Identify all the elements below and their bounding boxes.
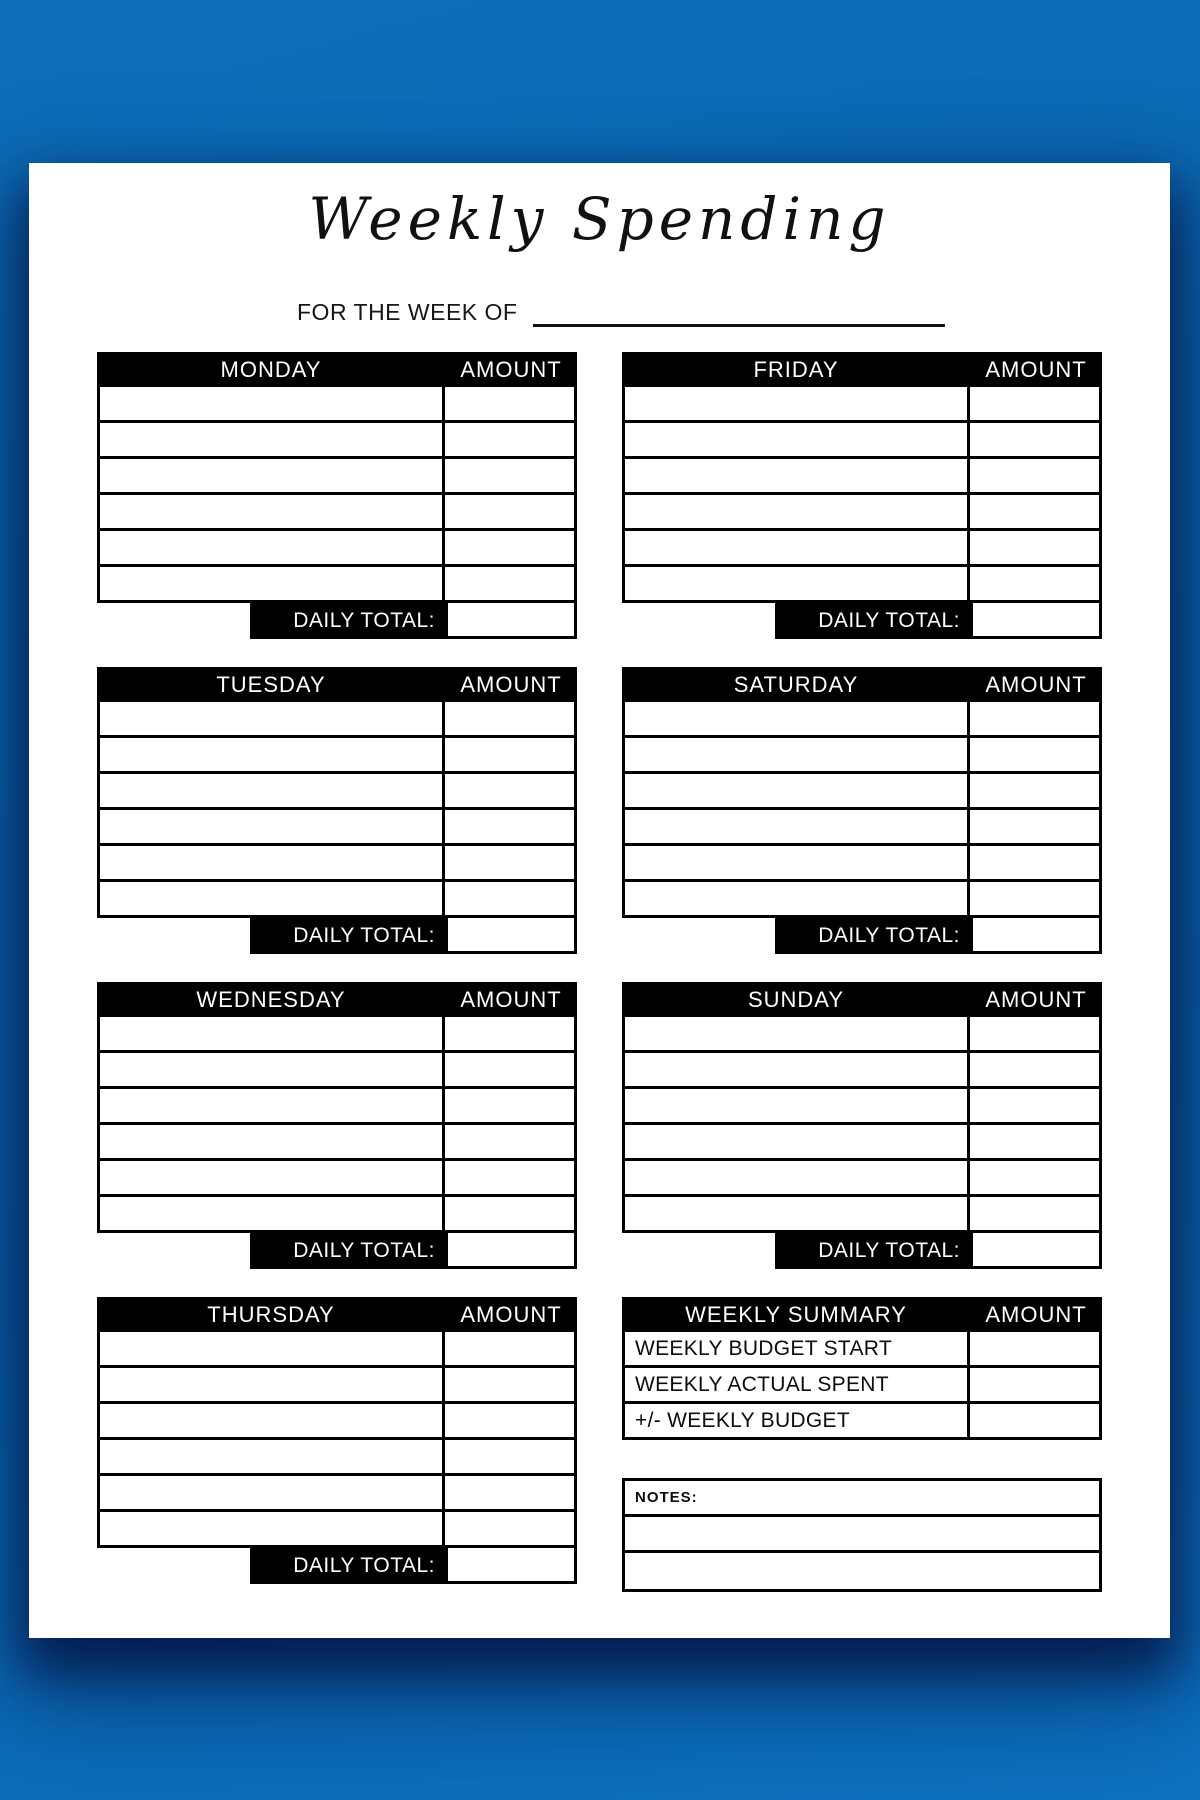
expense-row (625, 738, 1099, 774)
expense-description-cell (625, 423, 970, 456)
expense-row (100, 882, 574, 918)
daily-total-amount-cell (970, 918, 1102, 954)
daily-total-label: DAILY TOTAL: (250, 1233, 445, 1269)
daily-total-row (622, 1233, 1102, 1269)
expense-amount-cell (970, 882, 1099, 915)
amount-column-header: AMOUNT (460, 671, 562, 697)
expense-row (100, 846, 574, 882)
expense-amount-cell (970, 702, 1099, 735)
day-table-monday (97, 352, 577, 639)
summary-row-label: +/- WEEKLY BUDGET (625, 1404, 970, 1437)
expense-description-cell (625, 531, 970, 564)
summary-row (625, 1404, 1099, 1440)
expense-amount-cell (970, 423, 1099, 456)
expense-row (625, 882, 1099, 918)
expense-amount-cell (445, 774, 574, 807)
notes-table (622, 1478, 1102, 1592)
day-table-body (97, 702, 577, 918)
expense-description-cell (625, 495, 970, 528)
expense-row (100, 810, 574, 846)
week-of-blank-line (533, 295, 945, 327)
expense-row (625, 531, 1099, 567)
expense-row (625, 810, 1099, 846)
expense-description-cell (100, 567, 445, 600)
daily-total-amount-cell (445, 603, 577, 639)
daily-total-amount-cell (970, 1233, 1102, 1269)
expense-description-cell (625, 810, 970, 843)
expense-row (100, 495, 574, 531)
weekly-summary-title: WEEKLY SUMMARY (685, 1301, 907, 1327)
amount-column-header: AMOUNT (985, 1301, 1087, 1327)
expense-amount-cell (445, 1404, 574, 1437)
notes-label: NOTES: (635, 1489, 698, 1506)
expense-description-cell (100, 1197, 445, 1230)
day-table-header (622, 667, 1102, 702)
expense-amount-cell (445, 1476, 574, 1509)
daily-total-row (97, 918, 577, 954)
notes-header-row (625, 1481, 1099, 1517)
expense-row (100, 702, 574, 738)
expense-row (100, 1368, 574, 1404)
expense-amount-cell (445, 387, 574, 420)
expense-row (100, 459, 574, 495)
day-table-header (97, 667, 577, 702)
amount-column-header: AMOUNT (460, 356, 562, 382)
daily-total-amount-cell (445, 1233, 577, 1269)
day-name-header: MONDAY (220, 356, 322, 382)
expense-amount-cell (970, 459, 1099, 492)
expense-row (100, 1125, 574, 1161)
expense-description-cell (100, 495, 445, 528)
expense-row (100, 1404, 574, 1440)
expense-row (100, 1197, 574, 1233)
expense-amount-cell (970, 1053, 1099, 1086)
expense-row (625, 1161, 1099, 1197)
day-table-header (97, 352, 577, 387)
expense-amount-cell (970, 1197, 1099, 1230)
day-table-body (622, 1017, 1102, 1233)
expense-amount-cell (970, 531, 1099, 564)
expense-description-cell (625, 1197, 970, 1230)
expense-row (100, 1017, 574, 1053)
expense-description-cell (625, 1089, 970, 1122)
day-table-friday (622, 352, 1102, 639)
expense-description-cell (100, 1512, 445, 1545)
expense-description-cell (100, 810, 445, 843)
amount-column-header: AMOUNT (460, 1301, 562, 1327)
summary-row-label: WEEKLY BUDGET START (625, 1332, 970, 1365)
day-table-body (97, 1017, 577, 1233)
expense-description-cell (100, 846, 445, 879)
expense-amount-cell (445, 1089, 574, 1122)
day-table-wednesday (97, 982, 577, 1269)
expense-description-cell (100, 882, 445, 915)
expense-description-cell (100, 1125, 445, 1158)
daily-total-amount-cell (970, 603, 1102, 639)
day-table-sunday (622, 982, 1102, 1269)
day-name-header: SUNDAY (747, 986, 845, 1012)
expense-row (625, 1089, 1099, 1125)
expense-row (625, 702, 1099, 738)
expense-amount-cell (445, 1512, 574, 1545)
expense-amount-cell (970, 738, 1099, 771)
expense-amount-cell (970, 567, 1099, 600)
day-table-header (97, 982, 577, 1017)
day-table-body (622, 387, 1102, 603)
expense-amount-cell (445, 1368, 574, 1401)
day-name-header: THURSDAY (207, 1301, 335, 1327)
planner-sheet (29, 163, 1170, 1638)
expense-description-cell (100, 459, 445, 492)
expense-description-cell (100, 738, 445, 771)
expense-row (100, 567, 574, 603)
week-of-row (297, 291, 945, 327)
day-table-saturday (622, 667, 1102, 954)
day-name-header: TUESDAY (216, 671, 326, 697)
expense-amount-cell (445, 531, 574, 564)
expense-description-cell (100, 1017, 445, 1050)
expense-row (625, 1125, 1099, 1161)
expense-amount-cell (445, 567, 574, 600)
amount-column-header: AMOUNT (460, 986, 562, 1012)
daily-total-label: DAILY TOTAL: (250, 603, 445, 639)
summary-amount-cell (970, 1404, 1099, 1437)
daily-total-amount-cell (445, 918, 577, 954)
expense-description-cell (100, 1332, 445, 1365)
expense-description-cell (625, 882, 970, 915)
expense-description-cell (625, 1053, 970, 1086)
daily-total-label: DAILY TOTAL: (775, 918, 970, 954)
expense-row (625, 1053, 1099, 1089)
expense-amount-cell (445, 810, 574, 843)
daily-total-label: DAILY TOTAL: (775, 1233, 970, 1269)
page-title: Weekly Spending (308, 185, 891, 253)
expense-description-cell (100, 1404, 445, 1437)
expense-description-cell (100, 774, 445, 807)
expense-row (100, 1332, 574, 1368)
expense-amount-cell (445, 1440, 574, 1473)
expense-amount-cell (970, 495, 1099, 528)
expense-amount-cell (445, 1332, 574, 1365)
expense-description-cell (100, 1368, 445, 1401)
expense-description-cell (625, 387, 970, 420)
expense-amount-cell (445, 882, 574, 915)
expense-row (100, 1053, 574, 1089)
expense-description-cell (625, 702, 970, 735)
day-table-thursday (97, 1297, 577, 1584)
day-table-body (97, 387, 577, 603)
daily-total-row (97, 603, 577, 639)
day-table-body (622, 702, 1102, 918)
expense-description-cell (625, 774, 970, 807)
daily-total-label: DAILY TOTAL: (775, 603, 970, 639)
expense-amount-cell (970, 1089, 1099, 1122)
weekly-summary-body (622, 1332, 1102, 1440)
expense-row (625, 387, 1099, 423)
summary-amount-cell (970, 1368, 1099, 1401)
expense-row (625, 1197, 1099, 1233)
expense-amount-cell (445, 1017, 574, 1050)
daily-total-label: DAILY TOTAL: (250, 1548, 445, 1584)
day-table-header (622, 352, 1102, 387)
notes-blank-row (625, 1553, 1099, 1589)
amount-column-header: AMOUNT (985, 671, 1087, 697)
expense-description-cell (100, 1440, 445, 1473)
day-name-header: WEDNESDAY (196, 986, 346, 1012)
daily-total-row (622, 918, 1102, 954)
amount-column-header: AMOUNT (985, 986, 1087, 1012)
expense-description-cell (625, 459, 970, 492)
expense-amount-cell (970, 774, 1099, 807)
expense-amount-cell (445, 1197, 574, 1230)
day-name-header: SATURDAY (733, 671, 859, 697)
expense-amount-cell (970, 387, 1099, 420)
expense-row (100, 1089, 574, 1125)
expense-description-cell (625, 1125, 970, 1158)
expense-amount-cell (970, 810, 1099, 843)
notes-blank-row (625, 1517, 1099, 1553)
expense-description-cell (100, 1476, 445, 1509)
expense-row (625, 774, 1099, 810)
expense-amount-cell (445, 1125, 574, 1158)
expense-description-cell (100, 1089, 445, 1122)
expense-description-cell (625, 846, 970, 879)
expense-row (625, 423, 1099, 459)
daily-total-amount-cell (445, 1548, 577, 1584)
expense-row (625, 459, 1099, 495)
summary-row (625, 1332, 1099, 1368)
expense-row (625, 567, 1099, 603)
weekly-summary-table (622, 1297, 1102, 1440)
expense-row (625, 846, 1099, 882)
amount-column-header: AMOUNT (985, 356, 1087, 382)
expense-amount-cell (445, 702, 574, 735)
expense-amount-cell (445, 846, 574, 879)
summary-amount-cell (970, 1332, 1099, 1365)
expense-row (100, 423, 574, 459)
daily-total-row (97, 1548, 577, 1584)
day-table-body (97, 1332, 577, 1548)
day-table-tuesday (97, 667, 577, 954)
expense-amount-cell (445, 1053, 574, 1086)
expense-row (100, 738, 574, 774)
expense-amount-cell (970, 1017, 1099, 1050)
daily-total-label: DAILY TOTAL: (250, 918, 445, 954)
expense-row (100, 774, 574, 810)
day-table-header (622, 982, 1102, 1017)
expense-description-cell (625, 567, 970, 600)
week-of-label: FOR THE WEEK OF (297, 299, 518, 325)
expense-description-cell (625, 1017, 970, 1050)
expense-amount-cell (445, 495, 574, 528)
expense-amount-cell (445, 738, 574, 771)
expense-row (100, 387, 574, 423)
day-table-header (97, 1297, 577, 1332)
expense-row (625, 495, 1099, 531)
expense-row (100, 1440, 574, 1476)
expense-description-cell (625, 738, 970, 771)
expense-description-cell (100, 1053, 445, 1086)
expense-description-cell (100, 531, 445, 564)
expense-description-cell (100, 1161, 445, 1194)
expense-description-cell (100, 387, 445, 420)
summary-row-label: WEEKLY ACTUAL SPENT (625, 1368, 970, 1401)
daily-total-row (97, 1233, 577, 1269)
expense-row (625, 1017, 1099, 1053)
expense-amount-cell (445, 423, 574, 456)
expense-description-cell (100, 702, 445, 735)
expense-row (100, 1476, 574, 1512)
expense-amount-cell (445, 1161, 574, 1194)
expense-row (100, 531, 574, 567)
expense-row (100, 1512, 574, 1548)
expense-amount-cell (970, 1125, 1099, 1158)
expense-amount-cell (970, 1161, 1099, 1194)
weekly-summary-header (622, 1297, 1102, 1332)
expense-row (100, 1161, 574, 1197)
expense-description-cell (625, 1161, 970, 1194)
day-name-header: FRIDAY (753, 356, 839, 382)
expense-amount-cell (445, 459, 574, 492)
expense-amount-cell (970, 846, 1099, 879)
expense-description-cell (100, 423, 445, 456)
summary-row (625, 1368, 1099, 1404)
daily-total-row (622, 603, 1102, 639)
